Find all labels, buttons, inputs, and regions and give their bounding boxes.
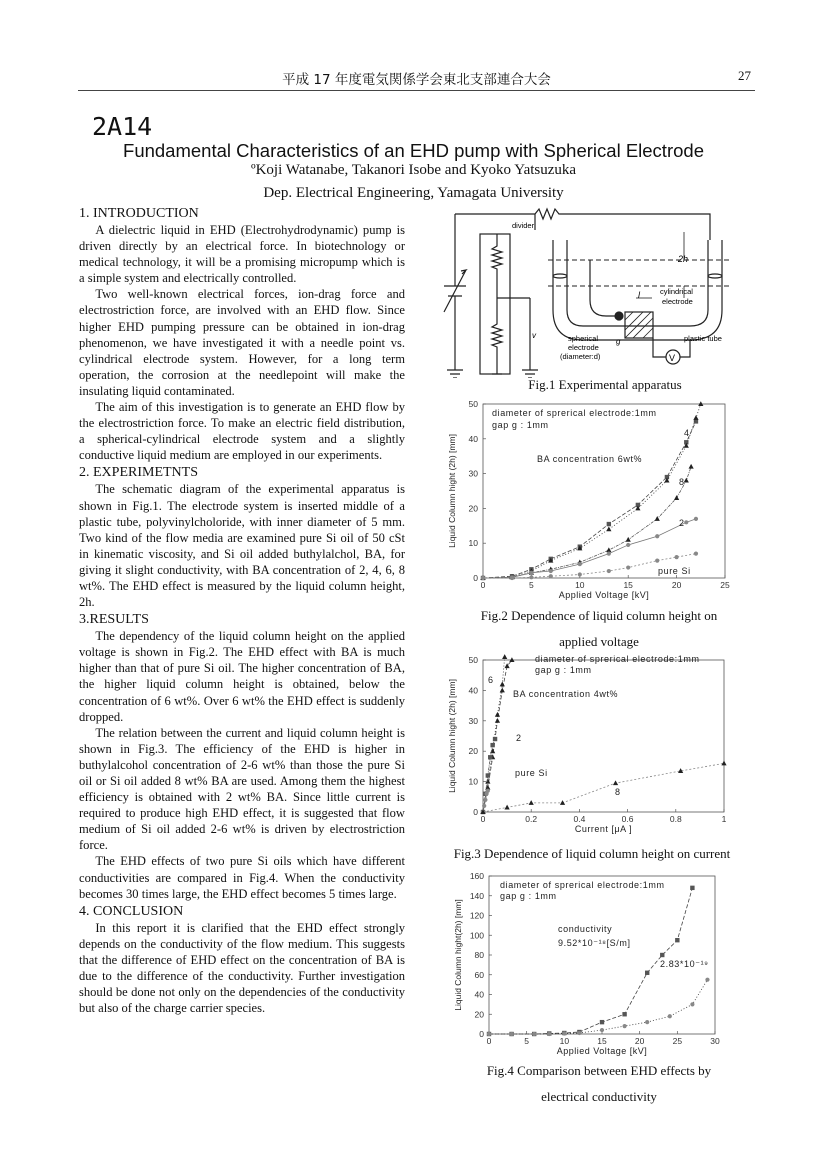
chart-annotation: pure Si	[515, 768, 548, 778]
chart-annotation: 6	[488, 675, 494, 685]
data-point	[693, 415, 698, 420]
y-tick-label: 80	[474, 950, 484, 960]
fig3-chart	[440, 652, 740, 838]
paragraph: The dependency of the liquid column height on the applied voltage is shown in Fig.2. The EHD effect with BA is much higher than that of pure Si oil. The higher concentration of BA, the higher liquid column height is obtained, below the concentration of 6 wt%. Over 6 wt% the EHD effect is suddenly dropped.	[79, 629, 405, 724]
y-tick-label: 160	[469, 871, 484, 881]
y-tick-label: 60	[474, 969, 484, 980]
fig1-label-2h: 2h	[678, 254, 689, 264]
fig4-chart	[440, 868, 740, 1058]
data-point	[502, 654, 507, 659]
data-point	[532, 1032, 536, 1036]
section-heading: 4. CONCLUSION	[79, 903, 184, 919]
chart-annotation: diameter of sprerical electrode:1mm	[535, 654, 700, 664]
data-point	[549, 574, 553, 578]
data-point	[600, 1028, 604, 1032]
data-point	[694, 552, 698, 556]
y-tick-label: 0	[479, 1029, 484, 1039]
data-point	[485, 779, 490, 784]
y-tick-label: 30	[468, 468, 478, 479]
data-point	[529, 571, 533, 575]
chart-annotation: conductivity	[558, 924, 613, 934]
x-tick-label: 0.2	[525, 814, 538, 824]
y-tick-label: 0	[473, 807, 478, 817]
x-tick-label: 0	[486, 1036, 492, 1046]
conference-name: 平成 17 年度電気関係学会東北支部連合大会	[282, 72, 551, 88]
fig1-label-diameter: (diameter:d)	[560, 352, 601, 361]
y-tick-label: 50	[468, 399, 478, 409]
x-tick-label: 10	[575, 580, 585, 590]
y-tick-label: 10	[468, 776, 478, 787]
fig4-caption: Fig.4 Comparison between EHD effects by electrical conductivity	[486, 1063, 712, 1104]
fig1-label-electrode2: electrode	[568, 343, 599, 352]
fig1-caption: Fig.1 Experimental apparatus	[528, 377, 682, 392]
y-axis-label: Liquid Column hight (2h) [mm]	[447, 679, 457, 793]
x-tick-label: 0	[480, 814, 486, 824]
data-point	[529, 575, 533, 579]
y-tick-label: 20	[468, 746, 478, 757]
x-axis-label: Applied Voltage [kV]	[558, 590, 650, 600]
data-point	[482, 804, 486, 808]
x-tick-label: 5	[529, 580, 534, 590]
fig2-chart	[440, 396, 740, 608]
fig1-label-plastic-tube: plastic tube	[684, 334, 722, 343]
paragraph: The relation between the current and liquid column height is shown in Fig.3. The efficiency of the EHD is higher in buthylalcohol concentration of 2-6 wt% than those the pure Si oil or Si oil added 8 wt% BA are used. Among them the highest efficiency is obtained with 2 wt% BA. Since little current is required to produce high EHD effect, it is suggested that flow medium of Si oil added 2-6 wt% is driven by electrostriction force.	[79, 725, 405, 853]
data-point	[560, 800, 565, 805]
data-point	[645, 971, 649, 975]
data-point	[721, 761, 726, 766]
data-point	[674, 495, 679, 500]
x-axis-label: Current [μA ]	[574, 824, 633, 834]
paper-affiliation: Dep. Electrical Engineering, Yamagata University	[263, 185, 564, 201]
paper-code: 2A14	[92, 112, 153, 141]
series-line	[483, 421, 696, 578]
data-point	[486, 789, 490, 793]
data-point	[622, 1012, 626, 1016]
fig3-caption: Fig.3 Dependence of liquid column height on current	[453, 846, 731, 861]
paragraph: The EHD effects of two pure Si oils which have different conductivities are compared in Fig.4. When the conductivity becomes 30 times large, the EHD effect becomes 5 times large.	[79, 854, 405, 901]
y-tick-label: 20	[468, 503, 478, 514]
data-point	[578, 562, 582, 566]
data-point	[500, 688, 505, 693]
data-point	[481, 576, 485, 580]
body-text-column	[79, 204, 405, 1016]
paper-title: Fundamental Characteristics of an EHD pump with Spherical Electrode	[123, 140, 704, 161]
y-tick-label: 40	[468, 433, 478, 444]
x-tick-label: 0	[480, 580, 486, 590]
data-point	[606, 526, 611, 531]
data-point	[626, 543, 630, 547]
data-point	[684, 520, 688, 524]
paragraph: In this report it is clarified that the EHD effect strongly depends on the conductivity of the flow medium. This suggests that the difference of EHD effect on the concentration of BA is due to the difference of the conductivity. Further investigation should be done not only on the dependencies of the conductivity but also of the charge carrier species.	[79, 920, 405, 1016]
data-point	[623, 1024, 627, 1028]
fig1-label-spherical: spherical	[568, 334, 599, 343]
fig1-label-v: v	[532, 331, 536, 340]
chart-annotation: 2.83*10⁻¹⁹	[660, 959, 709, 969]
data-point	[562, 1031, 566, 1035]
data-point	[600, 1020, 604, 1024]
data-point	[578, 572, 582, 576]
chart-annotation: gap g : 1mm	[535, 665, 592, 675]
data-point	[490, 743, 494, 747]
data-point	[690, 1002, 694, 1006]
x-tick-label: 15	[597, 1036, 607, 1046]
fig1-apparatus-diagram	[440, 200, 740, 378]
data-point	[529, 800, 534, 805]
chart-annotation: gap g : 1mm	[492, 420, 549, 430]
data-point	[626, 565, 630, 569]
data-point	[689, 464, 694, 469]
y-tick-label: 30	[468, 715, 478, 726]
data-point	[660, 953, 664, 957]
data-point	[705, 978, 709, 982]
data-point	[690, 886, 694, 890]
paragraph: A dielectric liquid in EHD (Electrohydrodynamic) pump is driven directly by an electrical force. In biotechnology or medical technology, it will be a promising micropump which is a simple system and electrically controlled.	[79, 223, 405, 286]
fig1-label-electrode: electrode	[662, 297, 693, 306]
data-point	[493, 737, 497, 741]
data-point	[607, 522, 611, 526]
chart-annotation: 8	[679, 477, 685, 487]
x-tick-label: 0.4	[573, 814, 586, 824]
data-point	[483, 798, 487, 802]
chart-annotation: 9.52*10⁻¹⁸[S/m]	[558, 938, 631, 948]
x-tick-label: 30	[710, 1036, 720, 1046]
series-line	[489, 980, 707, 1034]
y-axis-label: Liquid Column hight (2h) [mm]	[447, 434, 457, 548]
data-point	[613, 780, 618, 785]
chart-annotation: gap g : 1mm	[500, 891, 557, 901]
data-point	[549, 569, 553, 573]
paper-authors: ºKoji Watanabe, Takanori Isobe and Kyoko Yatsuzuka	[250, 162, 577, 178]
fig1-label-cylindrical: cylindrical	[660, 287, 693, 296]
x-tick-label: 25	[720, 580, 730, 590]
data-point	[577, 1031, 581, 1035]
chart-annotation: 2	[679, 518, 685, 528]
y-tick-label: 40	[474, 989, 484, 1000]
chart-annotation: 2	[516, 733, 522, 743]
data-point	[645, 1020, 649, 1024]
y-tick-label: 100	[469, 930, 484, 941]
chart-annotation: 4	[684, 428, 690, 438]
paragraph: Two well-known electrical forces, ion-drag force and electrostriction force, are involved with an EHD flow. Since higher EHD pumping pressure can be obtained in ion-drag phenomenon, we have investigated it with a needle point vs. cylindrical electrode system. However, for a long term operation, the corrosion at the needlepoint will make the insulating liquid contaminated.	[79, 287, 405, 398]
x-axis-label: Applied Voltage [kV]	[556, 1046, 648, 1056]
data-point	[655, 534, 659, 538]
y-tick-label: 20	[474, 1009, 484, 1020]
fig2-caption: Fig.2 Dependence of liquid column height on applied voltage	[480, 608, 718, 649]
page-number: 27	[738, 68, 751, 83]
fig1-label-l: l	[638, 290, 640, 300]
fig1-label-divider: divider	[512, 221, 535, 230]
x-tick-label: 25	[672, 1036, 683, 1046]
fig1-label-V: V	[669, 353, 676, 363]
paragraph: The aim of this investigation is to generate an EHD flow by the electrostriction force. To make an electric field distribution, a spherical-cylindrical electrode system and a slightly conductive liquid medium are employed in our experiments.	[79, 400, 405, 463]
fig1-label-g: g	[616, 337, 621, 346]
y-tick-label: 120	[469, 910, 484, 921]
page-header	[78, 66, 755, 91]
x-tick-label: 10	[559, 1036, 570, 1046]
data-point	[547, 1032, 551, 1036]
data-point	[510, 1032, 514, 1036]
chart-annotation: diameter of sprerical electrode:1mm	[500, 880, 665, 890]
y-tick-label: 140	[469, 890, 484, 901]
x-tick-label: 20	[634, 1036, 645, 1046]
data-point	[509, 657, 514, 662]
data-point	[486, 773, 490, 777]
chart-annotation: 8	[615, 787, 621, 797]
data-point	[675, 938, 679, 942]
x-tick-label: 0.8	[669, 814, 682, 824]
data-point	[495, 712, 500, 717]
data-point	[675, 555, 679, 559]
y-tick-label: 50	[468, 655, 478, 665]
data-point	[606, 547, 611, 552]
chart-annotation: BA concentration 6wt%	[537, 454, 643, 464]
data-point	[500, 682, 505, 687]
section-heading: 2. EXPERIMETNTS	[79, 465, 198, 481]
data-point	[487, 1032, 491, 1036]
data-point	[655, 559, 659, 563]
x-tick-label: 0.6	[621, 814, 634, 824]
chart-annotation: BA concentration 4wt%	[513, 689, 619, 699]
series-line	[483, 404, 701, 578]
chart-annotation: diameter of sprerical electrode:1mm	[492, 408, 657, 418]
x-tick-label: 20	[671, 580, 682, 590]
data-point	[488, 755, 492, 759]
data-point	[668, 1014, 672, 1018]
section-heading: 1. INTRODUCTION	[79, 206, 199, 221]
data-point	[626, 537, 631, 542]
section-heading: 3.RESULTS	[79, 612, 149, 628]
x-tick-label: 1	[721, 814, 727, 824]
y-tick-label: 0	[473, 573, 478, 583]
x-tick-label: 5	[524, 1036, 530, 1046]
y-tick-label: 10	[468, 538, 478, 549]
data-point	[510, 576, 514, 580]
data-point	[495, 718, 500, 723]
chart-annotation: pure Si	[658, 566, 691, 576]
y-axis-label: Liquid Column hight(2h) [mm]	[453, 899, 463, 1011]
data-point	[607, 569, 611, 573]
data-point	[694, 517, 698, 521]
data-point	[505, 805, 510, 810]
y-tick-label: 40	[468, 685, 478, 696]
paragraph: The schematic diagram of the experimental apparatus is shown in Fig.1. The electrode system is inserted middle of a plastic tube, polyvinylcholoride, with inner diameter of 5 mm. Two kind of the flow media are examined pure Si oil of 50 cSt in kinematic viscosity, and Si oil added buthylalchol, BA, for giving it slight conductivity, with BA concentration of 2, 4, 6, 8 wt%. The EHD effect is measured by the liquid column height, 2h.	[79, 482, 405, 610]
data-point	[607, 552, 611, 556]
x-tick-label: 15	[623, 580, 633, 590]
